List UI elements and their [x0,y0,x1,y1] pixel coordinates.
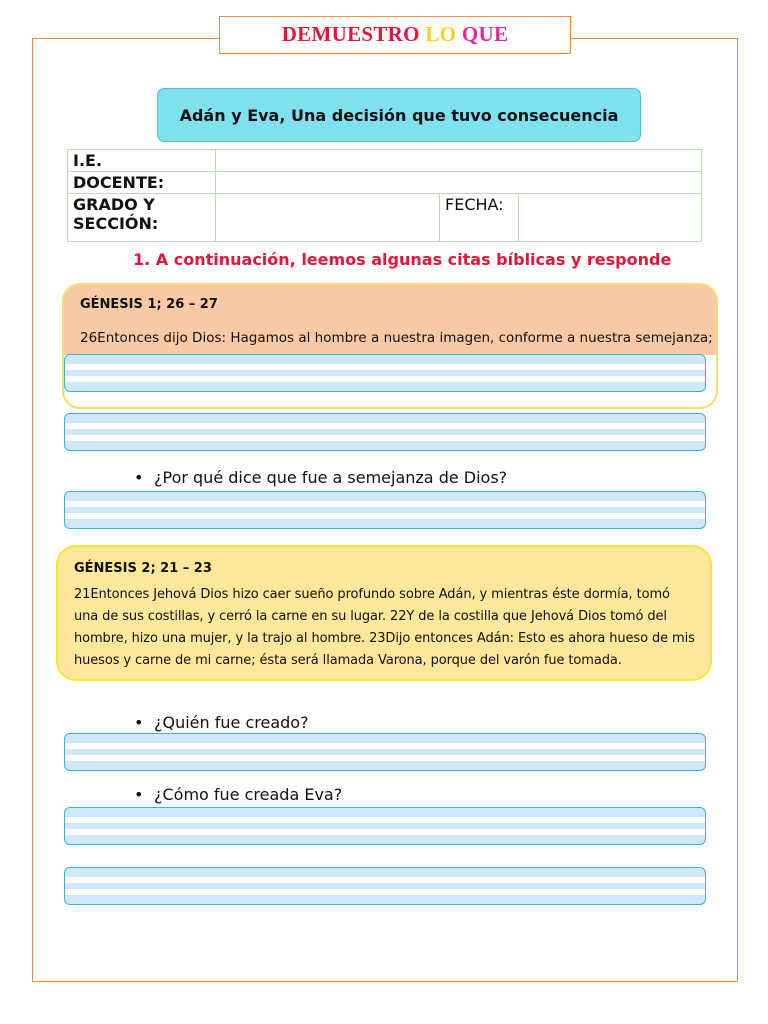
ie-field[interactable] [216,150,702,172]
verse-reference: GÉNESIS 2; 21 – 23 [74,561,212,576]
header-word-2: LO [425,22,457,46]
worksheet-header [219,16,571,54]
header-word-3: QUE [461,22,509,46]
docente-label: DOCENTE: [68,172,216,194]
question-text: ¿Por qué dice que fue a semejanza de Dios? [154,468,508,487]
verse-reference: GÉNESIS 1; 26 – 27 [80,297,218,312]
docente-field[interactable] [216,172,702,194]
info-table [67,149,702,242]
worksheet-title: Adán y Eva, Una decisión que tuvo consecuencia [157,88,641,142]
bullet-icon: • [134,713,144,732]
verse-box-genesis-2 [56,545,712,681]
question-text: ¿Quién fue creado? [154,713,309,732]
answer-line-2[interactable] [64,413,706,451]
verse-text: 21Entonces Jehová Dios hizo caer sueño profundo sobre Adán, y mientras éste dormía, tomó una de sus costillas, y cerró la carne en su lugar. 22Y de la costilla que Jehová Dios tomó del hombre, hizo una mujer, y la trajo al hombre. 23Dijo entonces Adán: Esto es ahora hueso de mis huesos y carne de mi carne; ésta será llamada Varona, porque del varón fue tomada. [74,587,695,668]
fecha-field[interactable] [519,194,702,242]
question-semejanza [134,468,507,487]
grado-label: GRADO Y SECCIÓN: [68,194,216,242]
answer-line-3[interactable] [64,491,706,529]
question-text: ¿Cómo fue creada Eva? [154,785,343,804]
question-como [134,785,342,804]
answer-line-5[interactable] [64,807,706,845]
verse-text: 26Entonces dijo Dios: Hagamos al hombre a nuestra imagen, conforme a nuestra semejanza; [80,330,713,346]
ie-label: I.E. [68,150,216,172]
bullet-icon: • [134,468,144,487]
instruction-text: 1. A continuación, leemos algunas citas bíblicas y responde [133,250,672,269]
answer-line-1[interactable] [64,354,706,392]
answer-line-6[interactable] [64,867,706,905]
answer-line-4[interactable] [64,733,706,771]
grado-field[interactable] [216,194,440,242]
header-word-1: DEMUESTRO [281,22,420,46]
bullet-icon: • [134,785,144,804]
question-quien [134,713,309,732]
fecha-label: FECHA: [440,194,519,242]
